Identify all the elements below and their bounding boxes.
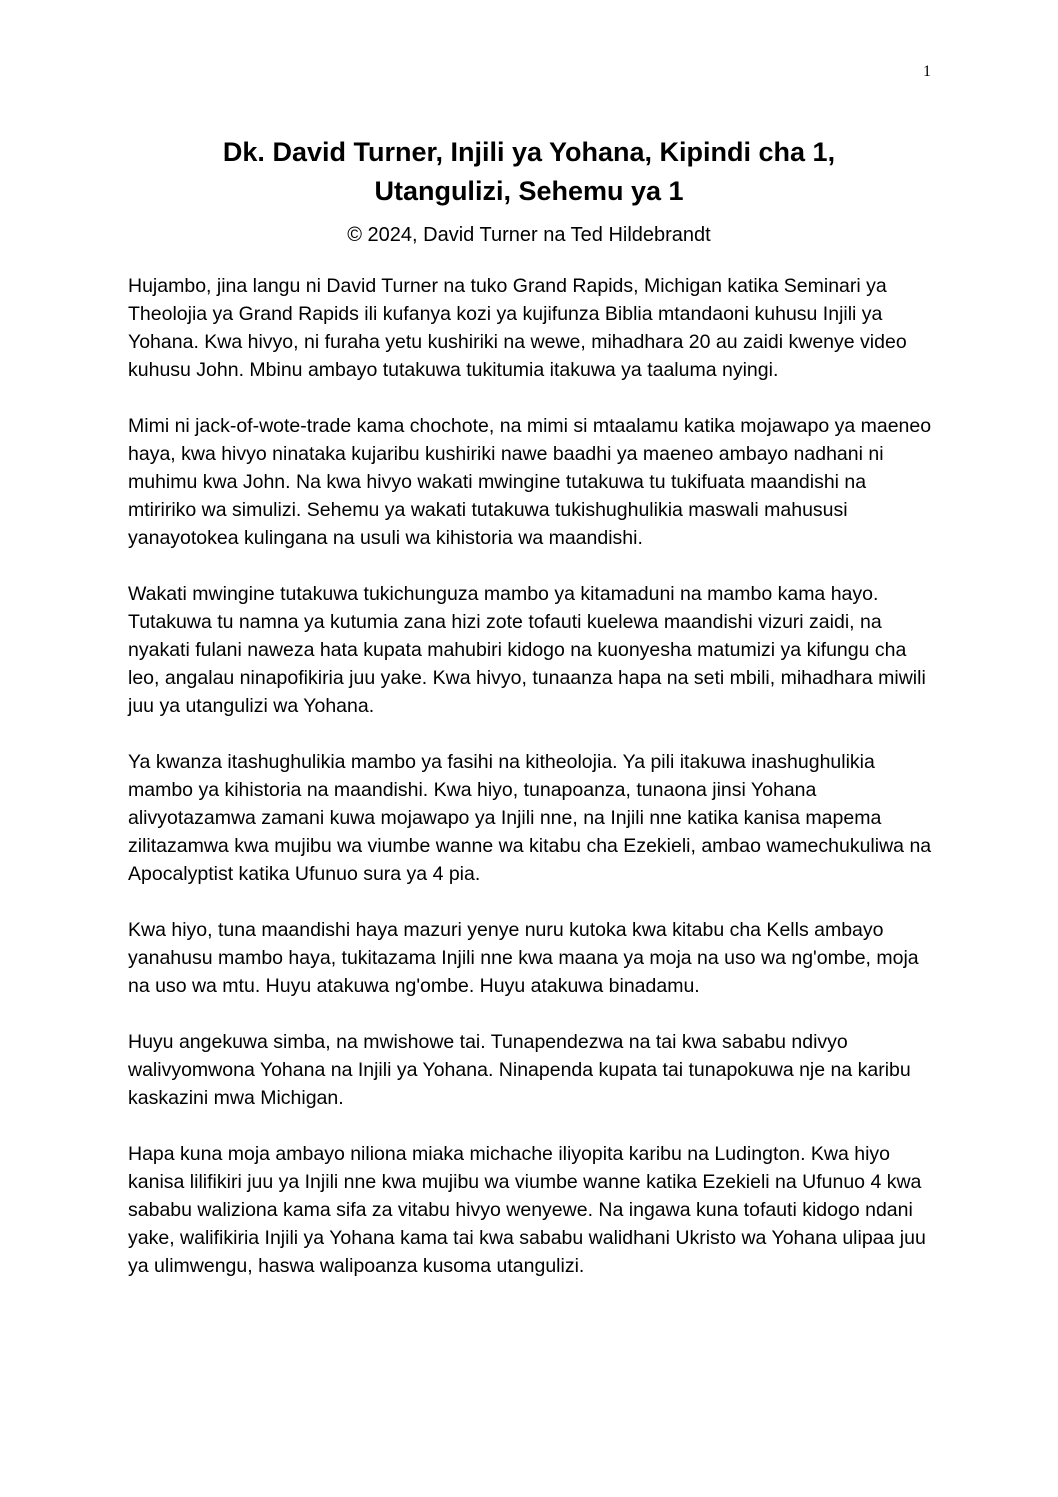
- document-title: [129, 133, 929, 211]
- paragraph-7: Hapa kuna moja ambayo niliona miaka michache iliyopita karibu na Ludington. Kwa hiyo kanisa lilifikiri juu ya Injili nne kwa mujibu wa viumbe wanne katika Ezekieli na Ufunuo 4 kwa sababu waliziona kama sifa za vitabu hivyo wenyewe. Na ingawa kuna tofauti kidogo ndani yake, walifikiria Injili ya Yohana kama tai kwa sababu walidhani Ukristo wa Yohana ulipaa juu ya ulimwengu, haswa walipoanza kusoma utangulizi.: [128, 1143, 926, 1277]
- paragraph-1: Hujambo, jina langu ni David Turner na tuko Grand Rapids, Michigan katika Seminari ya Theolojia ya Grand Rapids ili kufanya kozi ya kujifunza Biblia mtandaoni kuhusu Injili ya Yohana. Kwa hivyo, ni furaha yetu kushiriki na wewe, mihadhara 20 au zaidi kwenye video kuhusu John. Mbinu ambayo tutakuwa tukitumia itakuwa ya taaluma nyingi.: [128, 275, 907, 381]
- paragraph-2: Mimi ni jack-of-wote-trade kama chochote, na mimi si mtaalamu katika mojawapo ya maeneo haya, kwa hivyo ninataka kujaribu kushiriki nawe baadhi ya maeneo ambayo nadhani ni muhimu kwa John. Na kwa hivyo wakati mwingine tutakuwa tu tukifuata maandishi na mtiririko wa simulizi. Sehemu ya wakati tutakuwa tukishughulikia maswali mahususi yanayotokea kulingana na usuli wa kihistoria wa maandishi.: [128, 415, 932, 549]
- paragraph-4: Ya kwanza itashughulikia mambo ya fasihi na kitheolojia. Ya pili itakuwa inashughulikia mambo ya kihistoria na maandishi. Kwa hiyo, tunapoanza, tunaona jinsi Yohana alivyotazamwa zamani kuwa mojawapo ya Injili nne, na Injili nne katika kanisa mapema zilitazamwa kwa mujibu wa viumbe wanne wa kitabu cha Ezekieli, ambao wamechukuliwa na Apocalyptist katika Ufunuo sura ya 4 pia.: [128, 751, 932, 885]
- document-body: [128, 272, 933, 1308]
- paragraph-6: Huyu angekuwa simba, na mwishowe tai. Tunapendezwa na tai kwa sababu ndivyo walivyomwona Yohana na Injili ya Yohana. Ninapenda kupata tai tunapokuwa nje na karibu kaskazini mwa Michigan.: [128, 1031, 911, 1109]
- paragraph-3: Wakati mwingine tutakuwa tukichunguza mambo ya kitamaduni na mambo kama hayo. Tutakuwa tu namna ya kutumia zana hizi zote tofauti kuelewa maandishi vizuri zaidi, na nyakati fulani naweza hata kupata mahubiri kidogo na kuonyesha matumizi ya kifungu cha leo, angalau ninapofikiria juu yake. Kwa hivyo, tunaanza hapa na seti mbili, mihadhara miwili juu ya utangulizi wa Yohana.: [128, 583, 926, 717]
- page-number: 1: [923, 63, 931, 80]
- document-title-line-1: Dk. David Turner, Injili ya Yohana, Kipindi cha 1,: [222, 137, 836, 167]
- document-title-line-2: Utangulizi, Sehemu ya 1: [374, 176, 684, 206]
- paragraph-5: Kwa hiyo, tuna maandishi haya mazuri yenye nuru kutoka kwa kitabu cha Kells ambayo yanahusu mambo haya, tukitazama Injili nne kwa maana ya moja na uso wa ng'ombe, moja na uso wa mtu. Huyu atakuwa ng'ombe. Huyu atakuwa binadamu.: [128, 919, 919, 997]
- copyright-notice: © 2024, David Turner na Ted Hildebrandt: [347, 224, 711, 246]
